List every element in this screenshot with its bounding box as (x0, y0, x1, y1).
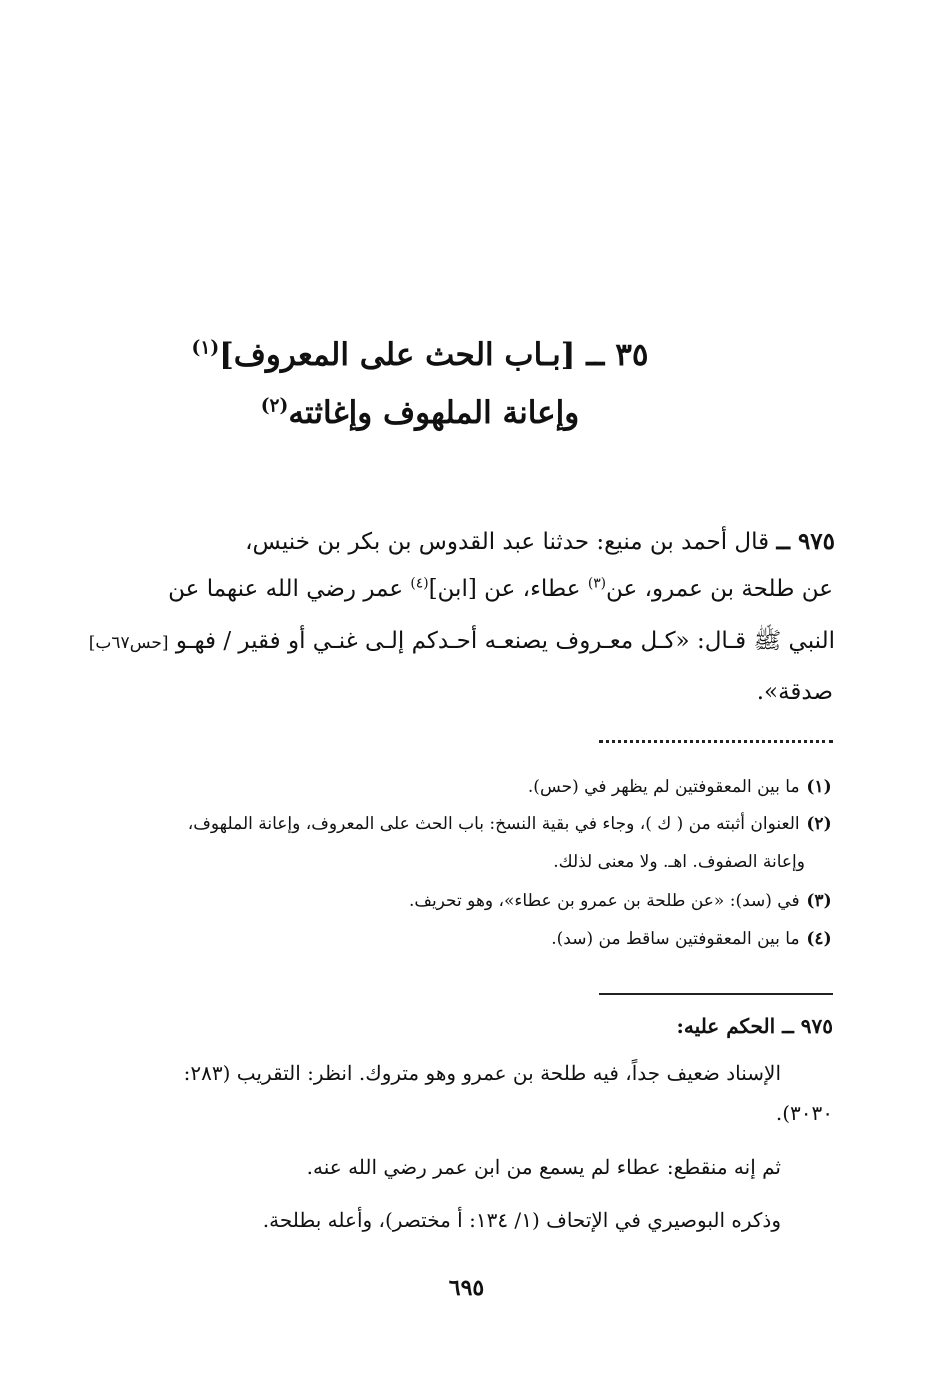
footnote-continuation (93, 851, 805, 873)
footnote-text: ما بين المعقوفتين لم يظهر في (حس). (527, 777, 800, 797)
hadith-line-4 (98, 678, 833, 707)
chapter-title-line2 (160, 395, 680, 432)
footnote-item (93, 776, 833, 798)
hadith-line-1 (115, 528, 835, 557)
footnote-number: (٢) (806, 814, 832, 834)
page-number: ٦٩٥ (448, 1275, 485, 1301)
hadith-text-segment: عطاء، عن [ابن] (428, 576, 588, 602)
footnote-number: (١) (806, 777, 832, 797)
chapter-subtitle-text: وإعانة الملهوف وإغاثته (288, 395, 580, 431)
ruling-text-line: ثم إنه منقطع: عطاء لم يسمع من ابن عمر رضي الله عنه. (306, 1155, 781, 1179)
hadith-chain-text: قال أحمد بن منيع: حدثنا عبد القدوس بن بكر بن خنيس، (245, 529, 777, 555)
footnote-marker-3: (٣) (587, 575, 607, 592)
hadith-line-2 (98, 575, 833, 604)
footnote-text: ما بين المعقوفتين ساقط من (سد). (551, 929, 800, 949)
footnote-text: في (سد): «عن طلحة بن عمرو بن عطاء»، وهو تحريف. (408, 891, 800, 911)
footnote-number: (٣) (806, 891, 832, 911)
footnote-number: (٤) (806, 929, 832, 949)
footnote-text: وإعانة الصفوف. اهـ. ولا معنى لذلك. (553, 852, 805, 872)
footnote-marker-4: (٤) (410, 575, 429, 592)
ruling-heading: ٩٧٥ ــ الحكم عليه: (676, 1014, 833, 1038)
chapter-title-text: ٣٥ ــ [بـاب الحث على المعروف] (219, 337, 649, 373)
manuscript-reference: [حس٦٧ب] (88, 633, 169, 653)
ruling-separator (599, 993, 833, 995)
hadith-line-3 (88, 627, 835, 656)
hadith-text-segment: عمر رضي الله عنهما عن (168, 576, 411, 602)
hadith-text-segment: عن طلحة بن عمرو، عن (606, 576, 833, 602)
hadith-matn-end: صدقة». (756, 679, 833, 705)
hadith-matn-text: النبي ﷺ قـال: «كـل معـروف يصنعـه أحـدكم إلـى غنـي أو فقير / فهـو (168, 628, 835, 654)
chapter-title-line1 (120, 337, 720, 374)
footnote-marker-2: (٢) (260, 395, 289, 417)
ruling-text-line: ٣٠٣٠). (775, 1101, 833, 1125)
footnote-marker-1: (١) (191, 337, 220, 359)
footnote-item (93, 890, 833, 912)
footnote-text: العنوان أثبته من ( ك )، وجاء في بقية النسخ: باب الحث على المعروف، وإعانة الملهوف، (187, 814, 800, 834)
ruling-text-line: وذكره البوصيري في الإتحاف (١/ ١٣٤: أ مختصر)، وأعله بطلحة. (262, 1208, 781, 1232)
footnote-separator (599, 740, 833, 753)
footnote-item (93, 813, 833, 835)
hadith-number: ٩٧٥ ــ (776, 528, 835, 555)
ruling-text-line: الإسناد ضعيف جداً، فيه طلحة بن عمرو وهو متروك. انظر: التقريب (٢٨٣: (183, 1061, 781, 1085)
footnote-item (93, 928, 833, 950)
